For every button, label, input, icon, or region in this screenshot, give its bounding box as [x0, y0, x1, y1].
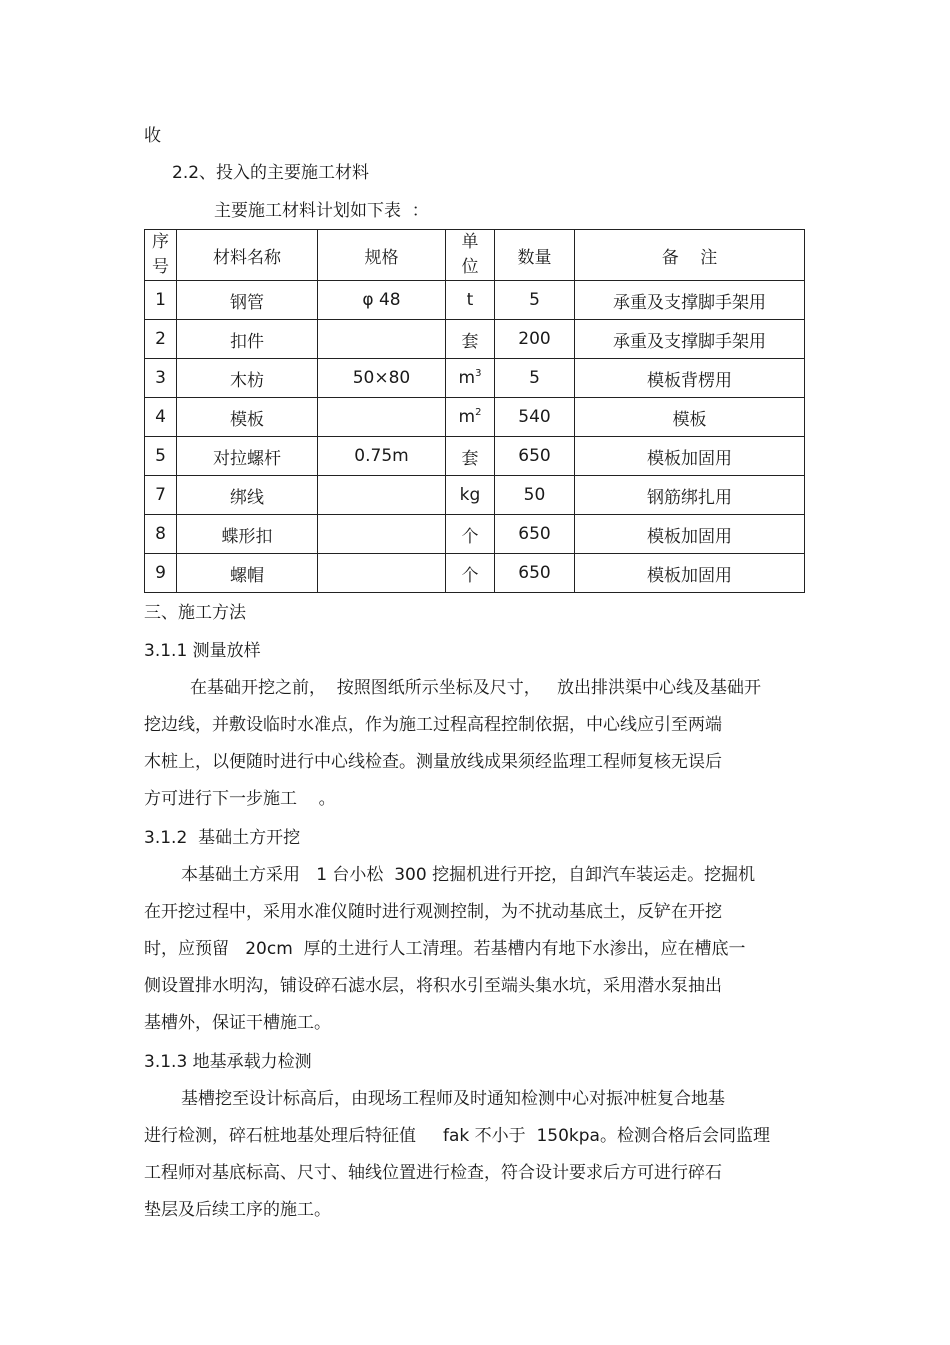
cell-seq: 8	[145, 515, 177, 554]
table-row	[145, 398, 805, 437]
cell-spec	[318, 554, 446, 593]
cell-remark: 模板加固用	[575, 515, 805, 554]
cell-remark: 模板	[575, 398, 805, 437]
paragraph-line: 垫层及后续工序的施工。	[144, 1200, 331, 1220]
cell-name: 木枋	[177, 359, 318, 398]
cell-name: 扣件	[177, 320, 318, 359]
cell-spec	[318, 476, 446, 515]
header-seq: 序 号	[145, 230, 177, 281]
header-name: 材料名称	[177, 230, 318, 281]
materials-table	[144, 229, 805, 593]
paragraph-line: 侧设置排水明沟，铺设碎石滤水层，将积水引至端头集水坑，采用潜水泵抽出	[144, 976, 722, 996]
table-header-row	[145, 230, 805, 281]
paragraph-line: 在开挖过程中，采用水准仪随时进行观测控制，为不扰动基底土，反铲在开挖	[144, 902, 722, 922]
cell-unit: 个	[446, 515, 495, 554]
cell-unit: kg	[446, 476, 495, 515]
cell-unit: t	[446, 281, 495, 320]
cell-seq: 3	[145, 359, 177, 398]
table-row	[145, 437, 805, 476]
cell-name: 钢管	[177, 281, 318, 320]
cell-unit: 个	[446, 554, 495, 593]
section-3-1-1-heading: 3.1.1 测量放样	[144, 641, 261, 661]
cell-name: 对拉螺杆	[177, 437, 318, 476]
cell-seq: 7	[145, 476, 177, 515]
cell-spec	[318, 320, 446, 359]
section-3-1-2-heading: 3.1.2 基础土方开挖	[144, 828, 301, 848]
cell-seq: 9	[145, 554, 177, 593]
cell-spec	[318, 398, 446, 437]
cell-qty: 650	[495, 515, 575, 554]
cell-qty: 5	[495, 359, 575, 398]
cell-remark: 承重及支撑脚手架用	[575, 320, 805, 359]
cell-qty: 650	[495, 554, 575, 593]
cell-remark: 模板背楞用	[575, 359, 805, 398]
header-unit: 单 位	[446, 230, 495, 281]
cell-name: 模板	[177, 398, 318, 437]
header-qty: 数量	[495, 230, 575, 281]
cell-spec: 50×80	[318, 359, 446, 398]
cell-seq: 5	[145, 437, 177, 476]
cell-qty: 650	[495, 437, 575, 476]
cell-spec: 0.75m	[318, 437, 446, 476]
cell-unit: 套	[446, 320, 495, 359]
table-row	[145, 515, 805, 554]
cell-remark: 承重及支撑脚手架用	[575, 281, 805, 320]
table-row	[145, 281, 805, 320]
cell-qty: 5	[495, 281, 575, 320]
header-remark: 备 注	[575, 230, 805, 281]
paragraph-line: 基槽挖至设计标高后，由现场工程师及时通知检测中心对振冲桩复合地基	[181, 1089, 725, 1109]
cell-spec	[318, 515, 446, 554]
cell-remark: 钢筋绑扎用	[575, 476, 805, 515]
cell-seq: 4	[145, 398, 177, 437]
paragraph-line: 工程师对基底标高、尺寸、轴线位置进行检查，符合设计要求后方可进行碎石	[144, 1163, 722, 1183]
section-3-heading: 三、施工方法	[144, 603, 246, 623]
table-intro: 主要施工材料计划如下表 ：	[214, 201, 429, 221]
cell-unit: $m^2$	[446, 398, 495, 437]
cell-name: 蝶形扣	[177, 515, 318, 554]
cell-qty: 200	[495, 320, 575, 359]
cell-unit: $m^3$	[446, 359, 495, 398]
top-fragment-text: 收	[144, 126, 161, 146]
paragraph-line: 本基础土方采用 1 台小松 300 挖掘机进行开挖，自卸汽车装运走。挖掘机	[181, 865, 756, 885]
cell-unit: 套	[446, 437, 495, 476]
cell-seq: 1	[145, 281, 177, 320]
cell-remark: 模板加固用	[575, 554, 805, 593]
table-row	[145, 359, 805, 398]
cell-seq: 2	[145, 320, 177, 359]
cell-remark: 模板加固用	[575, 437, 805, 476]
paragraph-line: 在基础开挖之前， 按照图纸所示坐标及尺寸， 放出排洪渠中心线及基础开	[190, 678, 762, 698]
paragraph-line: 挖边线，并敷设临时水准点，作为施工过程高程控制依据，中心线应引至两端	[144, 715, 722, 735]
cell-name: 螺帽	[177, 554, 318, 593]
paragraph-line: 木桩上，以便随时进行中心线检查。测量放线成果须经监理工程师复核无误后	[144, 752, 722, 772]
cell-spec: φ 48	[318, 281, 446, 320]
table-row	[145, 476, 805, 515]
paragraph-line: 基槽外，保证干槽施工。	[144, 1013, 331, 1033]
cell-qty: 540	[495, 398, 575, 437]
table-row	[145, 320, 805, 359]
cell-qty: 50	[495, 476, 575, 515]
paragraph-line: 进行检测，碎石桩地基处理后特征值 fak 不小于 150kpa。检测合格后会同监理	[144, 1126, 770, 1146]
header-spec: 规格	[318, 230, 446, 281]
cell-name: 绑线	[177, 476, 318, 515]
section-2-2-heading: 2.2、投入的主要施工材料	[172, 163, 370, 183]
section-3-1-3-heading: 3.1.3 地基承载力检测	[144, 1052, 312, 1072]
paragraph-line: 方可进行下一步施工 。	[144, 789, 336, 809]
table-row	[145, 554, 805, 593]
paragraph-line: 时，应预留 20cm 厚的土进行人工清理。若基槽内有地下水渗出，应在槽底一	[144, 939, 746, 959]
